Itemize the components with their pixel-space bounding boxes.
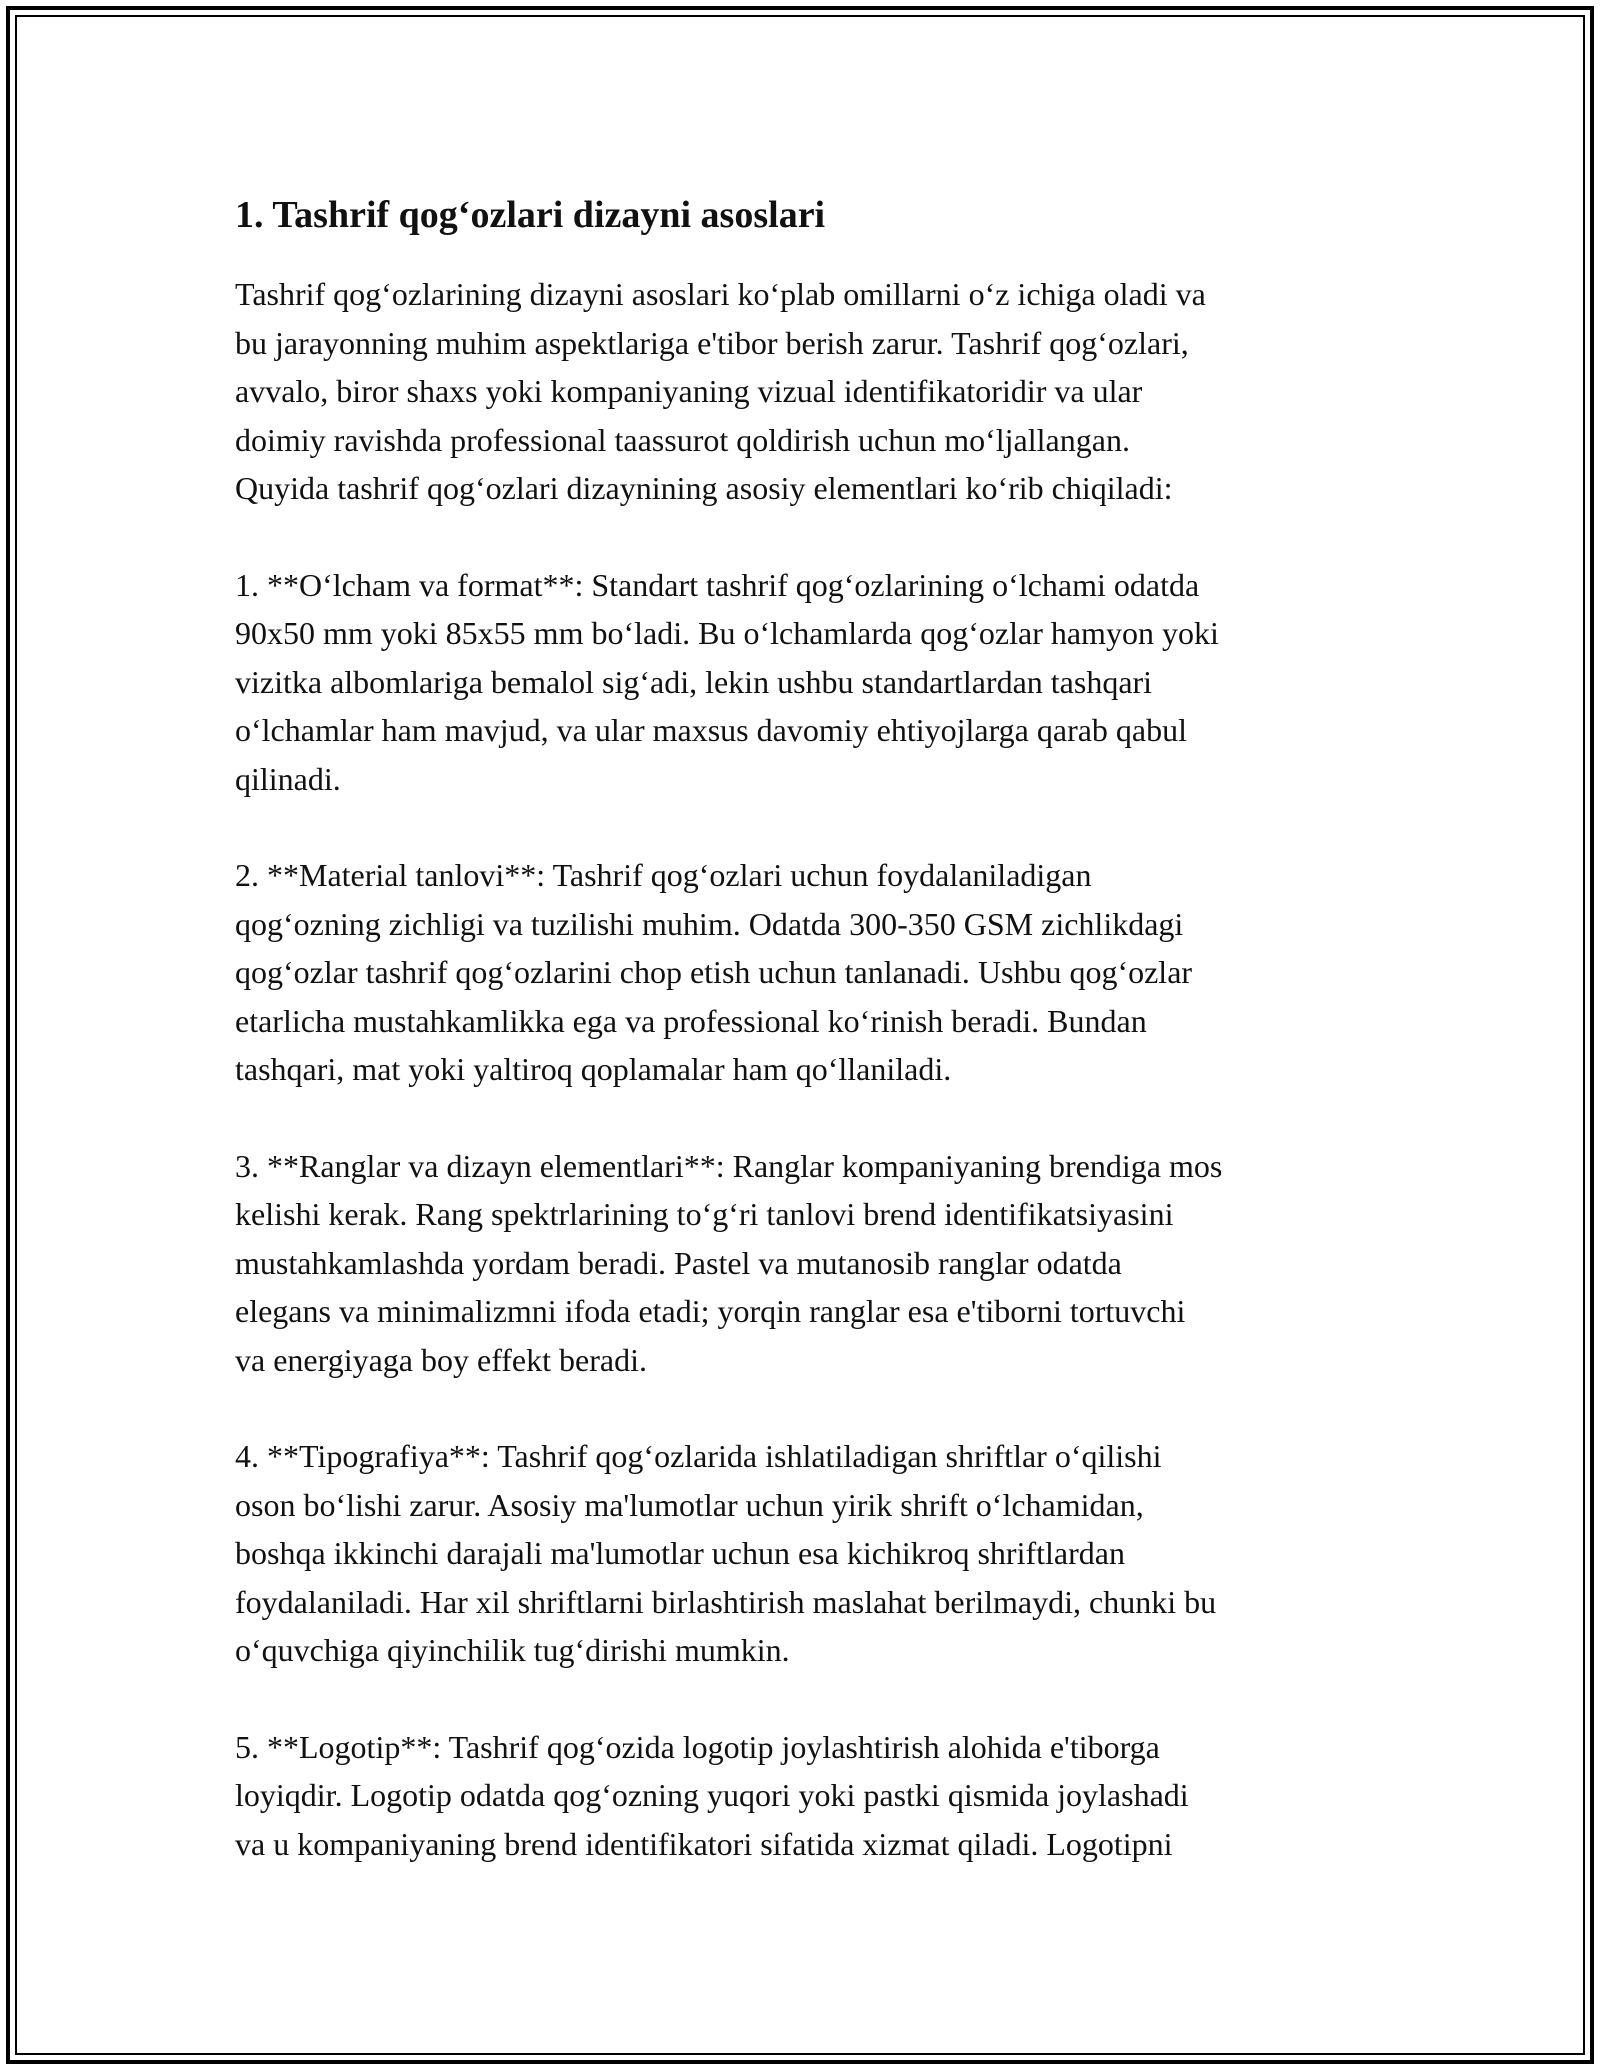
document-body [235,186,1385,1916]
list-item-size-format: 1. **O‘lcham va format**: Standart tashrif qog‘ozlarining o‘lchami odatda 90x50 mm yoki 85x55 mm bo‘ladi. Bu o‘lchamlarda qog‘ozlar hamyon yoki vizitka albomlariga bemalol sig‘adi, lekin ushbu standartlardan tashqari o‘lchamlar ham mavjud, va ular maxsus davomiy ehtiyojlarga qarab qabul qilinadi. [235,566,1219,797]
list-item-material: 2. **Material tanlovi**: Tashrif qog‘ozlari uchun foydalaniladigan qog‘ozning zichligi va tuzilishi muhim. Odatda 300-350 GSM zichlikdagi qog‘ozlar tashrif qog‘ozlarini chop etish uchun tanlanadi. Ushbu qog‘ozlar etarlicha mustahkamlikka ega va professional ko‘rinish beradi. Bundan tashqari, mat yoki yaltiroq qoplamalar ham qo‘llaniladi. [235,857,1193,1087]
page-title: 1. Tashrif qog‘ozlari dizayni asoslari [235,194,826,236]
list-item-typography: 4. **Tipografiya**: Tashrif qog‘ozlarida ishlatiladigan shriftlar o‘qilishi oson bo‘lishi zarur. Asosiy ma'lumotlar uchun yirik shrift o‘lchamidan, boshqa ikkinchi darajali ma'lumotlar uchun esa kichikroq shriftlardan foydalaniladi. Har xil shriftlarni birlashtirish maslahat berilmaydi, chunki bu o‘quvchiga qiyinchilik tug‘dirishi mumkin. [235,1438,1217,1668]
list-item-colors: 3. **Ranglar va dizayn elementlari**: Ranglar kompaniyaning brendiga mos kelishi kerak. Rang spektrlarining to‘g‘ri tanlovi brend identifikatsiyasini mustahkamlashda yordam beradi. Pastel va mutanosib ranglar odatda elegans va minimalizmni ifoda etadi; yorqin ranglar esa e'tiborni tortuvchi va energiyaga boy effekt beradi. [235,1147,1223,1378]
intro-paragraph: Tashrif qog‘ozlarining dizayni asoslari ko‘plab omillarni o‘z ichiga oladi va bu jarayonning muhim aspektlariga e'tibor berish zarur. Tashrif qog‘ozlari, avvalo, biror shaxs yoki kompaniyaning vizual identifikatoridir va ular doimiy ravishda professional taassurot qoldirish uchun mo‘ljallangan. Quyida tashrif qog‘ozlari dizaynining asosiy elementlari ko‘rib chiqiladi: [235,276,1206,506]
list-item-logo: 5. **Logotip**: Tashrif qog‘ozida logotip joylashtirish alohida e'tiborga loyiqdir. Logotip odatda qog‘ozning yuqori yoki pastki qismida joylashadi va u kompaniyaning brend identifikatori sifatida xizmat qiladi. Logotipni [235,1728,1189,1862]
